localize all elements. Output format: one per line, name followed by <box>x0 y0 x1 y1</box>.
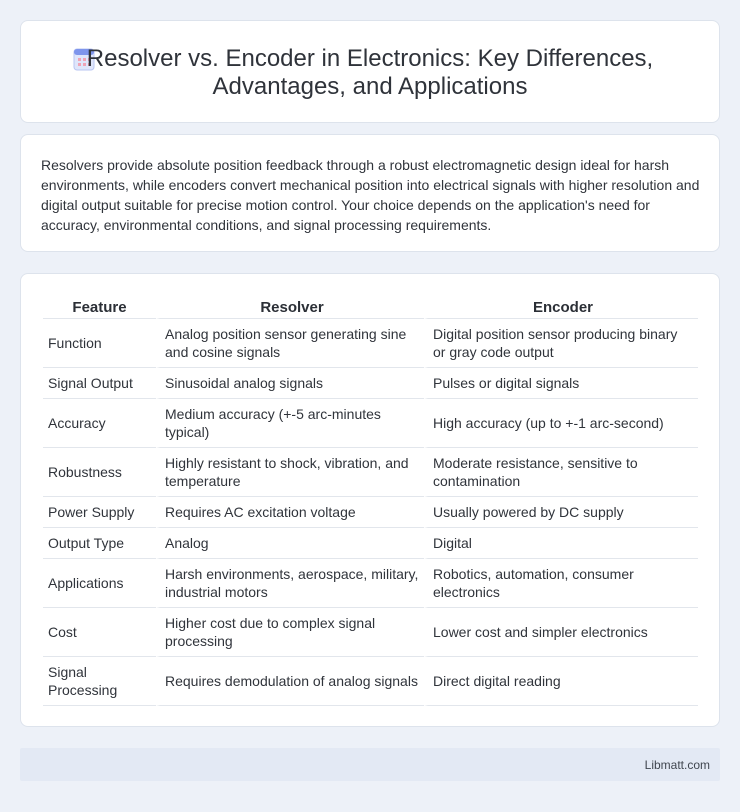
resolver-cell: Analog <box>156 528 424 559</box>
encoder-cell: Lower cost and simpler electronics <box>424 608 698 657</box>
feature-cell: Accuracy <box>43 399 156 448</box>
header-feature: Feature <box>43 296 156 319</box>
title-card <box>20 20 720 123</box>
comparison-card <box>20 273 720 727</box>
encoder-cell: Usually powered by DC supply <box>424 497 698 528</box>
feature-cell: Function <box>43 319 156 368</box>
comparison-table <box>43 296 698 706</box>
table-header-row <box>43 296 698 319</box>
header-resolver: Resolver <box>156 296 424 319</box>
page-title-line-1: Resolver vs. Encoder in Electronics: Key Differences, <box>86 45 654 72</box>
encoder-cell: High accuracy (up to +-1 arc-second) <box>424 399 698 448</box>
encoder-cell: Direct digital reading <box>424 657 698 706</box>
table-row <box>43 319 698 368</box>
resolver-cell: Analog position sensor generating sine and cosine signals <box>156 319 424 368</box>
footer-brand-link[interactable]: Libmatt.com <box>644 758 710 772</box>
page-title-line-2: Advantages, and Applications <box>212 73 528 100</box>
encoder-cell: Digital position sensor producing binary or gray code output <box>424 319 698 368</box>
feature-cell: Signal Processing <box>43 657 156 706</box>
table-row <box>43 368 698 399</box>
table-row <box>43 399 698 448</box>
encoder-cell: Robotics, automation, consumer electronics <box>424 559 698 608</box>
table-row <box>43 657 698 706</box>
header-encoder: Encoder <box>424 296 698 319</box>
table-row <box>43 559 698 608</box>
resolver-cell: Requires demodulation of analog signals <box>156 657 424 706</box>
feature-cell: Power Supply <box>43 497 156 528</box>
feature-cell: Robustness <box>43 448 156 497</box>
resolver-cell: Harsh environments, aerospace, military, industrial motors <box>156 559 424 608</box>
table-row <box>43 448 698 497</box>
feature-cell: Output Type <box>43 528 156 559</box>
intro-card <box>20 134 720 252</box>
resolver-cell: Medium accuracy (+-5 arc-minutes typical) <box>156 399 424 448</box>
encoder-cell: Digital <box>424 528 698 559</box>
table-row <box>43 608 698 657</box>
page-title <box>21 45 719 101</box>
encoder-cell: Pulses or digital signals <box>424 368 698 399</box>
resolver-cell: Highly resistant to shock, vibration, and temperature <box>156 448 424 497</box>
footer <box>20 748 720 781</box>
feature-cell: Cost <box>43 608 156 657</box>
table-row <box>43 528 698 559</box>
feature-cell: Signal Output <box>43 368 156 399</box>
resolver-cell: Requires AC excitation voltage <box>156 497 424 528</box>
table-row <box>43 497 698 528</box>
resolver-cell: Sinusoidal analog signals <box>156 368 424 399</box>
encoder-cell: Moderate resistance, sensitive to contamination <box>424 448 698 497</box>
intro-paragraph: Resolvers provide absolute position feedback through a robust electromagnetic design ideal for harsh environments, while encoders convert mechanical position into electrical signals with higher resolution and digital output suitable for precise motion control. Your choice depends on the application's need for accuracy, environmental conditions, and signal processing requirements. <box>41 157 700 233</box>
feature-cell: Applications <box>43 559 156 608</box>
resolver-cell: Higher cost due to complex signal processing <box>156 608 424 657</box>
